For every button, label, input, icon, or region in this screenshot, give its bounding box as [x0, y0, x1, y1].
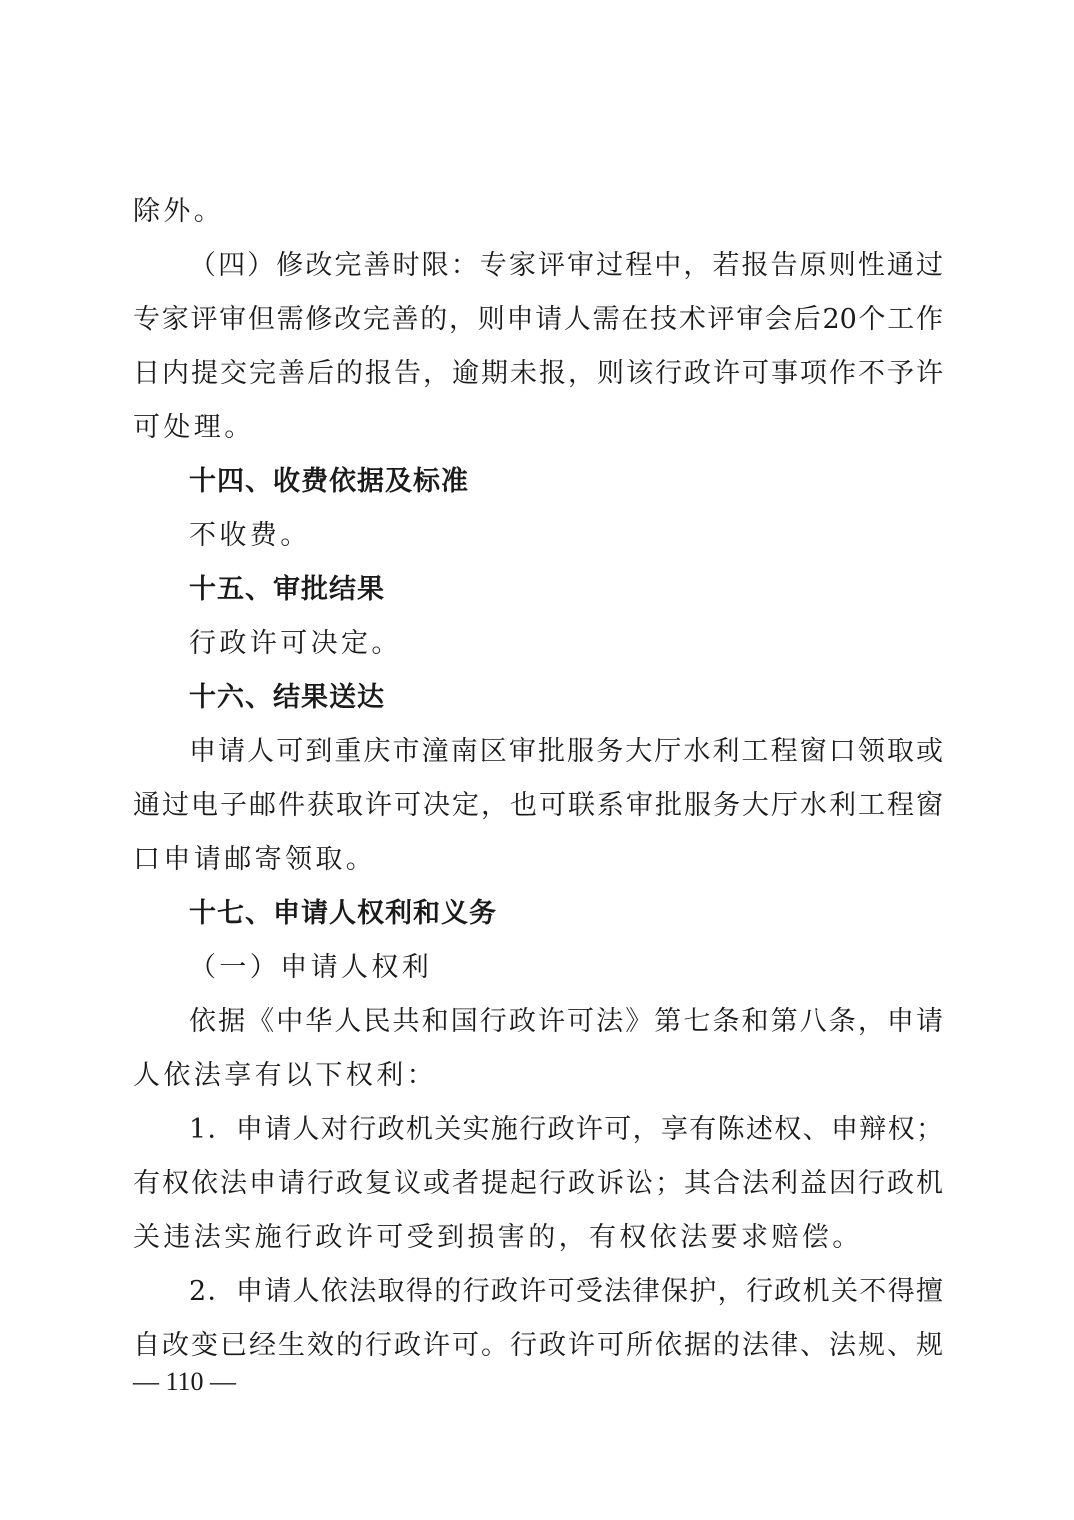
text-line: （四）修改完善时限：专家评审过程中，若报告原则性通过 — [189, 250, 943, 281]
section-heading: 十五、审批结果 — [189, 574, 385, 605]
text-line: 有权依法申请行政复议或者提起行政诉讼；其合法利益因行政机 — [133, 1168, 943, 1199]
text-line: 可处理。 — [133, 412, 255, 443]
text-line: 2．申请人依法取得的行政许可受法律保护，行政机关不得擅 — [189, 1276, 943, 1307]
section-heading: 十七、申请人权利和义务 — [189, 898, 497, 929]
page-number: — 110 — — [133, 1367, 237, 1396]
text-line: 日内提交完善后的报告，逾期未报，则该行政许可事项作不予许 — [133, 358, 943, 389]
text-line: 申请人可到重庆市潼南区审批服务大厅水利工程窗口领取或 — [189, 736, 943, 767]
text-line: 自改变已经生效的行政许可。行政许可所依据的法律、法规、规 — [133, 1330, 943, 1361]
text-line: 口申请邮寄领取。 — [133, 844, 377, 875]
text-line: 1．申请人对行政机关实施行政许可，享有陈述权、申辩权； — [189, 1114, 943, 1145]
text-line: 关违法实施行政许可受到损害的，有权依法要求赔偿。 — [133, 1222, 863, 1253]
text-line: 通过电子邮件获取许可决定，也可联系审批服务大厅水利工程窗 — [133, 790, 943, 821]
text-line: 依据《中华人民共和国行政许可法》第七条和第八条，申请 — [189, 1006, 943, 1037]
text-line: （一）申请人权利 — [189, 952, 433, 983]
section-heading: 十四、收费依据及标准 — [189, 466, 469, 497]
text-line: 行政许可决定。 — [189, 628, 402, 659]
text-line: 不收费。 — [189, 520, 311, 551]
section-heading: 十六、结果送达 — [189, 682, 385, 713]
text-line: 人依法享有以下权利： — [133, 1060, 437, 1091]
text-line: 专家评审但需修改完善的，则申请人需在技术评审会后20个工作 — [133, 304, 943, 335]
text-line: 除外。 — [133, 196, 225, 227]
